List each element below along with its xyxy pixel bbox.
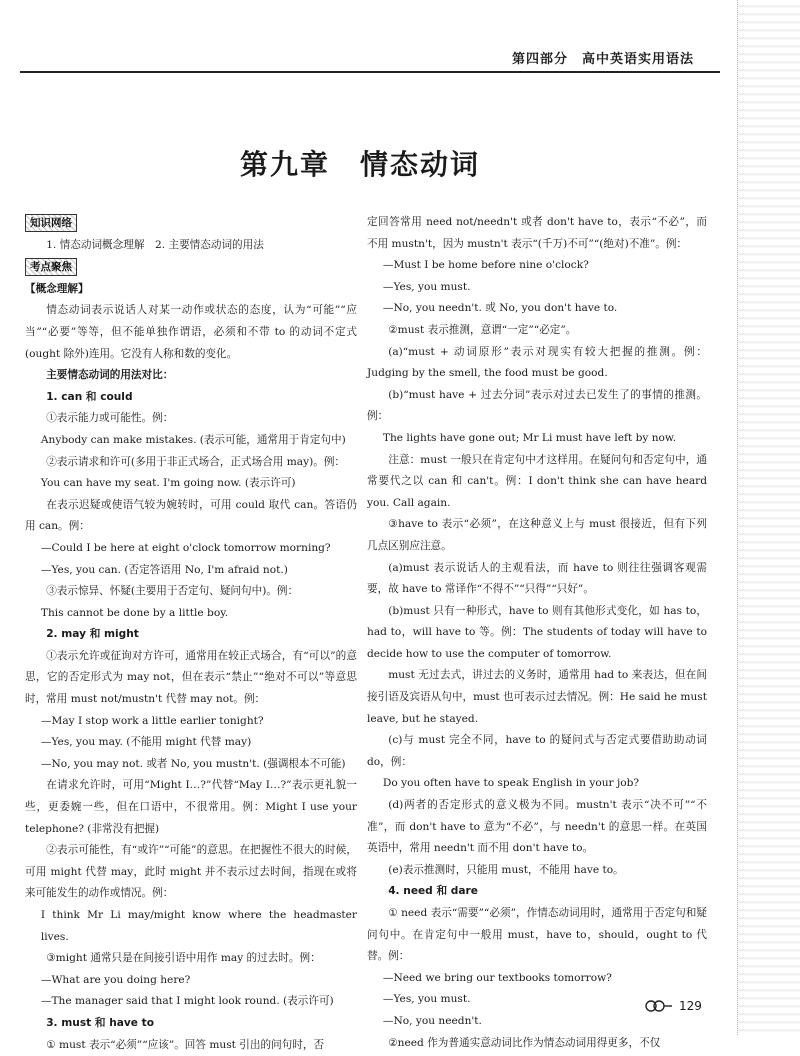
concept-heading: 【概念理解】	[25, 282, 89, 295]
paragraph: ① need 表示“需要”“必须”，作情态动词用时，通常用于否定句和疑问句中。在肯定句中一般用 must，have to，should，ought to 代替。例：	[367, 907, 707, 963]
example-sentence: —Could I be here at eight o'clock tomorrow morning?	[40, 541, 331, 554]
tag-knowledge-network: 知识网络	[25, 214, 77, 232]
page-ornament-icon	[645, 998, 673, 1014]
paragraph: ③might 通常只是在间接引语中用作 may 的过去时。例：	[46, 952, 321, 965]
example-sentence: You can have my seat. I'm going now. (表示许可)	[40, 477, 296, 490]
paragraph: ①表示能力或可能性。例：	[46, 412, 174, 425]
example-sentence: Do you often have to speak English in your job?	[382, 777, 640, 790]
tag-exam-focus: 考点聚焦	[25, 258, 77, 276]
section-heading: 3. must 和 have to	[46, 1016, 155, 1029]
paragraph: 注意：must 一般只在肯定句中才这样用。在疑问句和否定句中，通常要代之以 can 和 can't。例：I don't think she can have heard you. Call again.	[367, 453, 707, 509]
paragraph: ③表示惊异、怀疑(主要用于否定句、疑问句中)。例：	[46, 585, 299, 598]
example-sentence: —What are you doing here?	[40, 973, 191, 986]
paragraph: (b)must 只有一种形式，have to 则有其他形式变化，如 has to，had to，will have to 等。例：The students of today will have to decide how to use the computer of tomorrow.	[367, 604, 707, 660]
paragraph: must 无过去式，讲过去的义务时，通常用 had to 来表达，但在间接引语及宾语从句中，must 也可表示过去情况。例：He said he must leave, but he stayed.	[367, 669, 707, 725]
example-sentence: The lights have gone out; Mr Li must have left by now.	[382, 431, 677, 444]
example-sentence: —Need we bring our textbooks tomorrow?	[382, 971, 612, 984]
scan-edge	[737, 0, 800, 1035]
example-sentence: —No, you may not. 或者 No, you mustn't. (强调根本不可能)	[40, 757, 346, 770]
paragraph: (d)两者的否定形式的意义极为不同。mustn't 表示“决不可”“不准”，而 don't have to 意为“不必”，与 needn't 的意思一样。在英国英语中，常用 needn't 而不用 don't have to。	[367, 799, 707, 855]
header-title: 第四部分 高中英语实用语法	[511, 52, 694, 67]
section-heading: 1. can 和 could	[46, 390, 133, 403]
paragraph: ②表示可能性，有“或许”“可能”的意思。在把握性不很大的时候，可用 might 代替 may，此时 might 并不表示过去时间，指现在或将来可能发生的动作或情况。例：	[25, 844, 357, 900]
example-sentence: Anybody can make mistakes. (表示可能，通常用于肯定句中)	[40, 433, 346, 446]
paragraph: (a)must 表示说话人的主观看法，而 have to 则往往强调客观需要，故 have to 常译作“不得不”“只得”“只好”。	[367, 561, 707, 596]
section-heading: 2. may 和 might	[46, 628, 139, 641]
left-column	[25, 212, 357, 1056]
example-sentence: I think Mr Li may/might know where the headmaster lives.	[40, 909, 357, 943]
paragraph: ②must 表示推测，意谓“一定”“必定”。	[388, 323, 577, 336]
paragraph: 在表示迟疑或使语气较为婉转时，可用 could 取代 can。答语仍用 can。例：	[25, 498, 357, 533]
paragraph: ① must 表示“必须”“应该”。回答 must 引出的问句时，否	[46, 1038, 325, 1051]
section-heading: 主要情态动词的用法对比：	[46, 369, 174, 382]
paragraph: 情态动词表示说话人对某一动作或状态的态度，认为“可能”“应当”“必要”等等，但不能单独作谓语，必须和不带 to 的动词不定式(ought 除外)连用。它没有人称和数的变化。	[25, 304, 357, 360]
paragraph: 定回答常用 need not/needn't 或者 don't have to，表示“不必”，而不用 mustn't，因为 mustn't 表示“(千万)不可”“(绝对)不准”。例：	[367, 216, 707, 250]
right-column	[367, 212, 707, 1054]
paragraph: ①表示允许或征询对方许可，通常用在较正式场合，有“可以”的意思，它的否定形式为 may not，但在表示“禁止”“绝对不可以”等意思时，常用 must not/mustn't 代替 may not。例：	[25, 649, 357, 706]
page-header	[20, 45, 720, 73]
example-sentence: —No, you needn't.	[382, 1014, 482, 1027]
example-sentence: —Yes, you may. (不能用 might 代替 may)	[40, 736, 252, 749]
example-sentence: —May I stop work a little earlier tonight?	[40, 714, 264, 727]
paragraph: ②need 作为普通实意动词比作为情态动词用得更多，不仅	[388, 1036, 661, 1049]
paragraph: 在请求允许时，可用“Might I…?”代替“May I…?”表示更礼貌一些，更委婉一些，但在口语中，不很常用。例：Might I use your telephone? (非常没有把握)	[25, 779, 357, 835]
example-sentence: This cannot be done by a little boy.	[40, 606, 229, 619]
chapter-title: 第九章 情态动词	[239, 148, 480, 181]
paragraph: (c)与 must 完全不同，have to 的疑问式与否定式要借助助动词 do，例：	[367, 734, 707, 768]
paragraph: ②表示请求和许可(多用于非正式场合，正式场合用 may)。例：	[46, 455, 346, 468]
page-number-block	[645, 996, 702, 1016]
section-heading: 4. need 和 dare	[388, 885, 478, 898]
paragraph: (e)表示推测时，只能用 must，不能用 have to。	[388, 863, 624, 876]
network-items: 1. 情态动词概念理解 2. 主要情态动词的用法	[46, 238, 264, 251]
example-sentence: —The manager said that I might look round. (表示许可)	[40, 995, 334, 1008]
paragraph: (a)“must + 动词原形”表示对现实有较大把握的推测。例：Judging by the smell, the food must be good.	[367, 345, 707, 380]
page-number: 129	[679, 999, 702, 1013]
example-sentence: —No, you needn't. 或 No, you don't have to.	[382, 302, 618, 315]
example-sentence: —Yes, you must.	[382, 993, 471, 1006]
example-sentence: —Must I be home before nine o'clock?	[382, 259, 589, 272]
example-sentence: —Yes, you can. (否定答语用 No, I'm afraid not.)	[40, 563, 288, 576]
paragraph: ③have to 表示“必须”，在这种意义上与 must 很接近，但有下列几点区别应注意。	[367, 518, 707, 552]
paragraph: (b)“must have + 过去分词”表示对过去已发生了的事情的推测。例：	[367, 388, 707, 423]
example-sentence: —Yes, you must.	[382, 280, 471, 293]
